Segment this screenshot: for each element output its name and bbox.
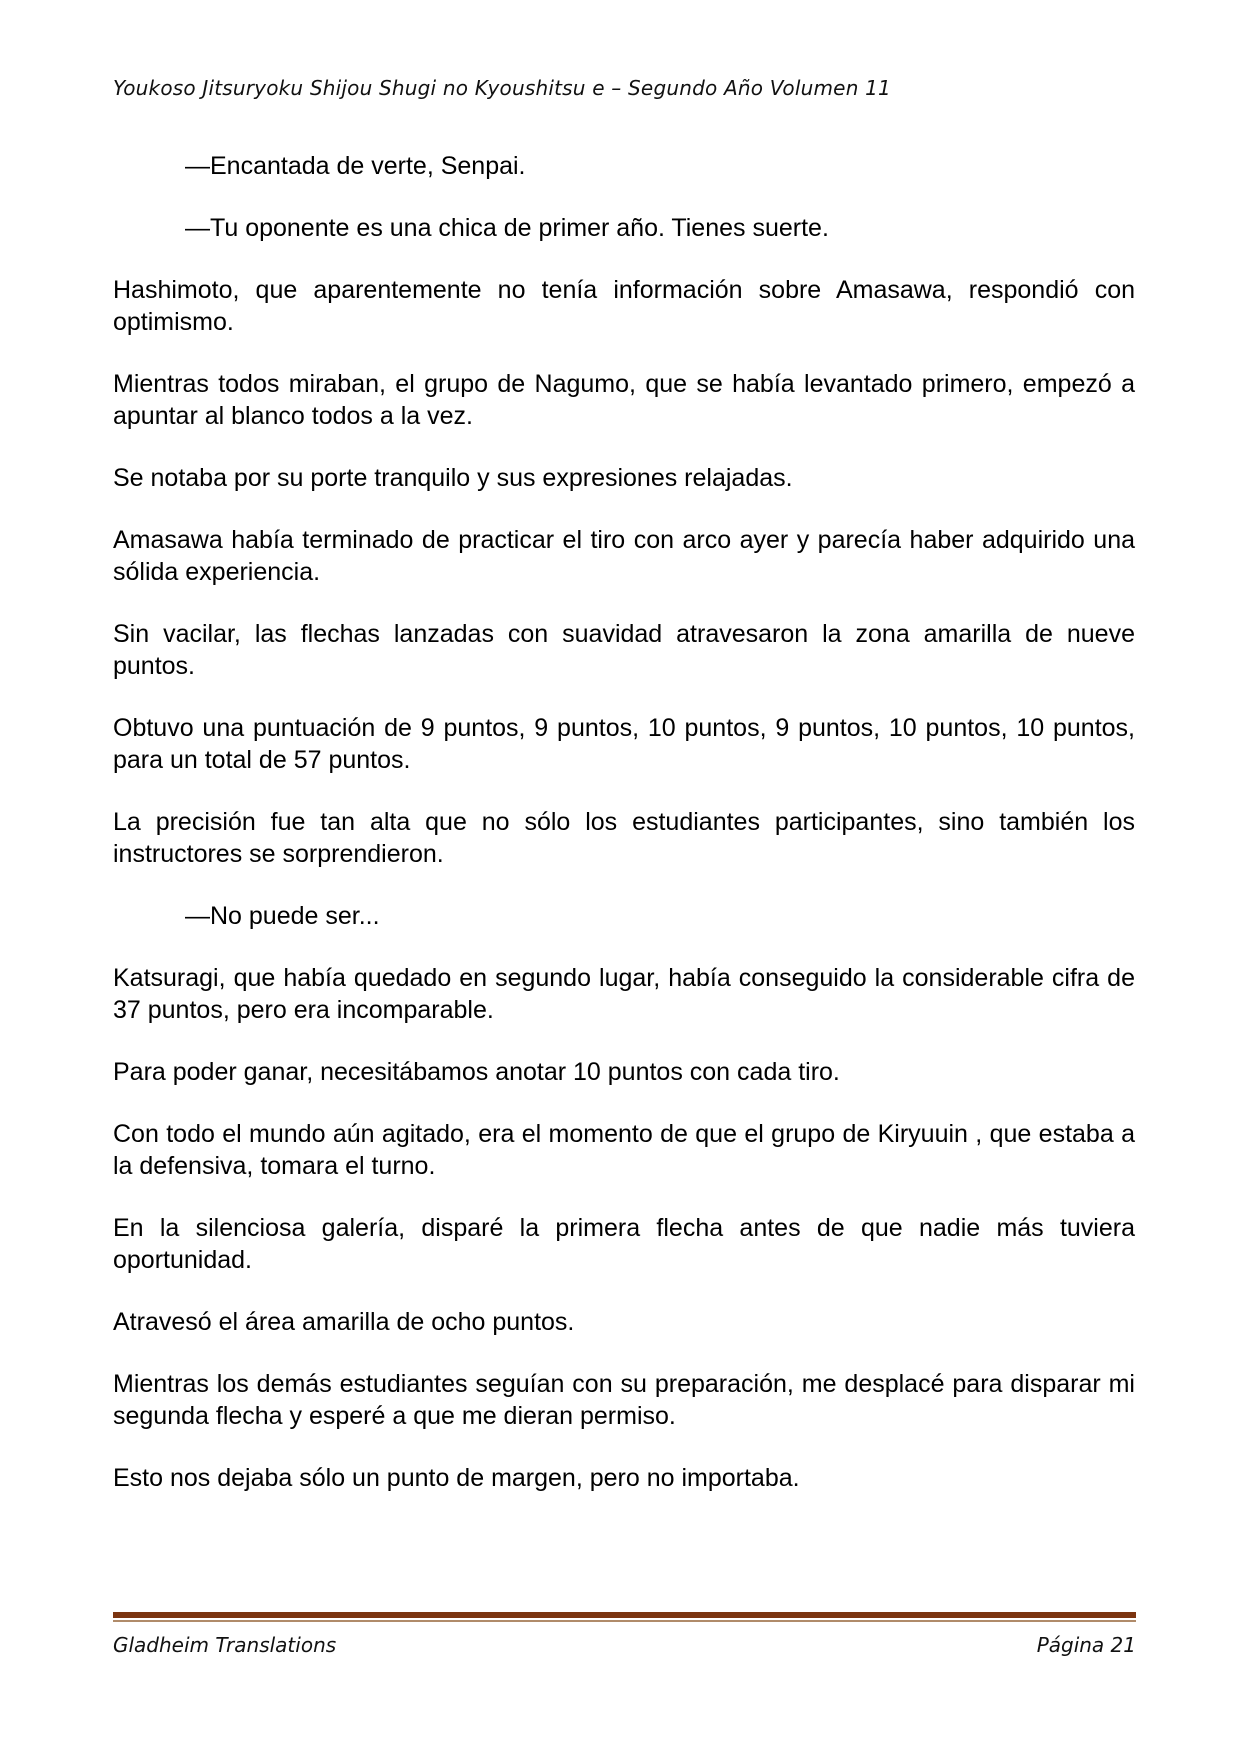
paragraph: La precisión fue tan alta que no sólo los estudiantes participantes, sino también los instructores se sorprendieron. — [113, 808, 1135, 868]
paragraph: Para poder ganar, necesitábamos anotar 10 puntos con cada tiro. — [113, 1058, 840, 1086]
paragraph: Mientras los demás estudiantes seguían con su preparación, me desplacé para disparar mi segunda flecha y esperé a que me dieran permiso. — [113, 1370, 1135, 1430]
paragraph: Con todo el mundo aún agitado, era el momento de que el grupo de Kiryuuin , que estaba a la defensiva, tomara el turno. — [113, 1120, 1135, 1180]
paragraph: Katsuragi, que había quedado en segundo lugar, había conseguido la considerable cifra de 37 puntos, pero era incomparable. — [113, 964, 1135, 1024]
paragraph: En la silenciosa galería, disparé la primera flecha antes de que nadie más tuviera oportunidad. — [113, 1214, 1135, 1274]
paragraph: Amasawa había terminado de practicar el tiro con arco ayer y parecía haber adquirido una sólida experiencia. — [113, 526, 1135, 586]
footer-credit: Gladheim Translations — [113, 1633, 337, 1657]
page-number: Página 21 — [1036, 1633, 1136, 1657]
paragraph: Obtuvo una puntuación de 9 puntos, 9 puntos, 10 puntos, 9 puntos, 10 puntos, 10 puntos, para un total de 57 puntos. — [113, 714, 1135, 774]
paragraph: Hashimoto, que aparentemente no tenía información sobre Amasawa, respondió con optimismo. — [113, 276, 1135, 336]
paragraph: Atravesó el área amarilla de ocho puntos. — [113, 1308, 575, 1336]
footer-divider-thin — [113, 1620, 1136, 1622]
footer-divider-thick — [113, 1612, 1136, 1618]
paragraph: Se notaba por su porte tranquilo y sus expresiones relajadas. — [113, 464, 793, 492]
paragraph: Sin vacilar, las flechas lanzadas con suavidad atravesaron la zona amarilla de nueve puntos. — [113, 620, 1135, 680]
page-body — [113, 150, 1135, 1524]
paragraph: —No puede ser... — [185, 902, 380, 930]
paragraph: —Encantada de verte, Senpai. — [185, 152, 526, 180]
footer-divider — [113, 1612, 1136, 1622]
paragraph: Esto nos dejaba sólo un punto de margen, pero no importaba. — [113, 1464, 800, 1492]
running-header: Youkoso Jitsuryoku Shijou Shugi no Kyoushitsu e – Segundo Año Volumen 11 — [113, 76, 891, 100]
paragraph: —Tu oponente es una chica de primer año. Tienes suerte. — [185, 214, 829, 242]
paragraph: Mientras todos miraban, el grupo de Nagumo, que se había levantado primero, empezó a apuntar al blanco todos a la vez. — [113, 370, 1135, 430]
